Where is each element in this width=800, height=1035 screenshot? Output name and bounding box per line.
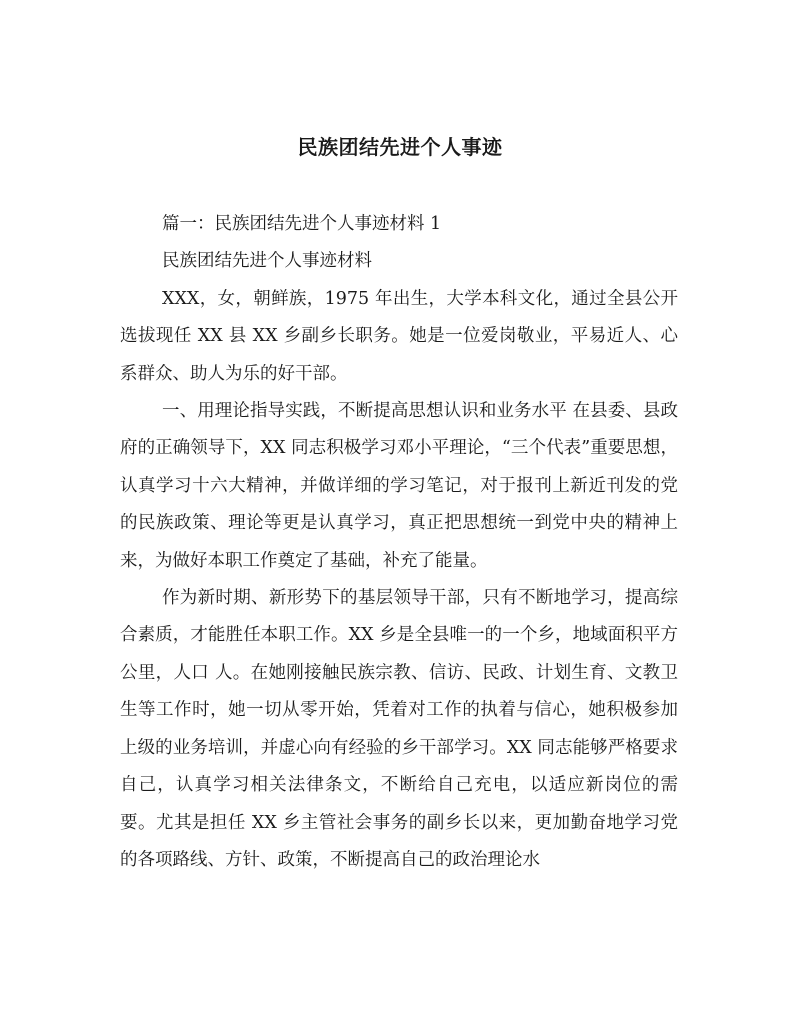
paragraph-subtitle: 民族团结先进个人事迹材料 (162, 251, 372, 272)
document-title: 民族团结先进个人事迹 (297, 135, 503, 159)
paragraph-section-heading: 篇一：民族团结先进个人事迹材料 1 (162, 214, 442, 234)
paragraph-theory-practice: 一、用理论指导实践，不断提高思想认识和业务水平 在县委、县政府的正确领导下，XX 同志积极学习邓小平理论，“三个代表”重要思想，认真学习十六大精神，并做详细的学习笔记，对于报刊上新近刊发的党的民族政策、理论等更是认真学习，真正把思想统一到党中央的精神上来，为做好本职工作奠定了基础，补充了能量。 (120, 401, 678, 571)
paragraph-grassroots-work: 作为新时期、新形势下的基层领导干部，只有不断地学习，提高综合素质，才能胜任本职工作。XX 乡是全县唯一的一个乡，地域面积平方公里，人口 人。在她刚接触民族宗教、信访、民政、计划生育、文教卫生等工作时，她一切从零开始，凭着对工作的执着与信心，她积极参加上级的业务培训，并虚心向有经验的乡干部学习。XX 同志能够严格要求自己，认真学习相关法律条文，不断给自己充电，以适应新岗位的需要。尤其是担任 XX 乡主管社会事务的副乡长以来，更加勤奋地学习党的各项路线、方针、政策，不断提高自己的政治理论水 (120, 588, 678, 870)
paragraph-intro: XXX，女，朝鲜族，1975 年出生，大学本科文化，通过全县公开选拔现任 XX 县 XX 乡副乡长职务。她是一位爱岗敬业，平易近人、心系群众、助人为乐的好干部。 (120, 288, 678, 384)
document-body (120, 206, 678, 879)
